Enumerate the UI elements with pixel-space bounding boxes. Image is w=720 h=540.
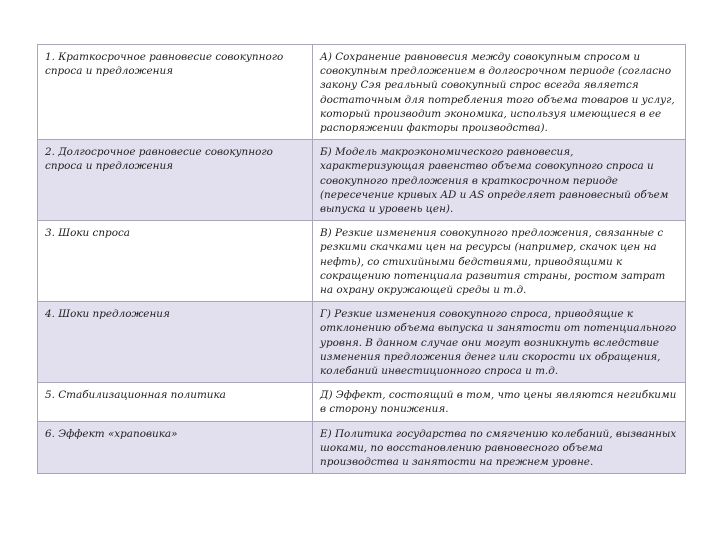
- definition-cell: В) Резкие изменения совокупного предложения, связанные с резкими скачками цен на ресурсы (например, скачок цен на нефть), со стихийными бедствиями, приводящими к сокращению потенциала развития страны, ростом затрат на охрану окружающей среды и т.д.: [313, 221, 686, 302]
- definition-cell: Е) Политика государства по смягчению колебаний, вызванных шоками, по восстановлению равновесного объема производства и занятости на прежнем уровне.: [313, 421, 686, 474]
- term-cell: 6. Эффект «храповика»: [38, 421, 313, 474]
- definition-cell: Б) Модель макроэкономического равновесия, характеризующая равенство объема совокупного спроса и совокупного предложения в краткосрочном периоде (пересечение кривых AD и AS определяет равновесный объем выпуска и уровень цен).: [313, 140, 686, 221]
- term-cell: 4. Шоки предложения: [38, 302, 313, 383]
- table-row: [38, 221, 686, 302]
- definition-cell: А) Сохранение равновесия между совокупным спросом и совокупным предложением в долгосрочном периоде (согласно закону Сэя реальный совокупный спрос всегда является достаточным для потребления того объема товаров и услуг, который производит экономика, используя имеющиеся в ее распоряжении факторы производства).: [313, 45, 686, 140]
- definition-cell: Д) Эффект, состоящий в том, что цены являются негибкими в сторону понижения.: [313, 383, 686, 421]
- term-cell: 5. Стабилизационная политика: [38, 383, 313, 421]
- term-cell: 3. Шоки спроса: [38, 221, 313, 302]
- table-row: [38, 45, 686, 140]
- table-row: [38, 302, 686, 383]
- table-row: [38, 140, 686, 221]
- table-row: [38, 421, 686, 474]
- table-row: [38, 383, 686, 421]
- term-cell: 2. Долгосрочное равновесие совокупного спроса и предложения: [38, 140, 313, 221]
- definition-cell: Г) Резкие изменения совокупного спроса, приводящие к отклонению объема выпуска и занятости от потенциального уровня. В данном случае они могут возникнуть вследствие изменения предложения денег или скорости их обращения, колебаний инвестиционного спроса и т.д.: [313, 302, 686, 383]
- term-cell: 1. Краткосрочное равновесие совокупного спроса и предложения: [38, 45, 313, 140]
- matching-table: [37, 44, 686, 474]
